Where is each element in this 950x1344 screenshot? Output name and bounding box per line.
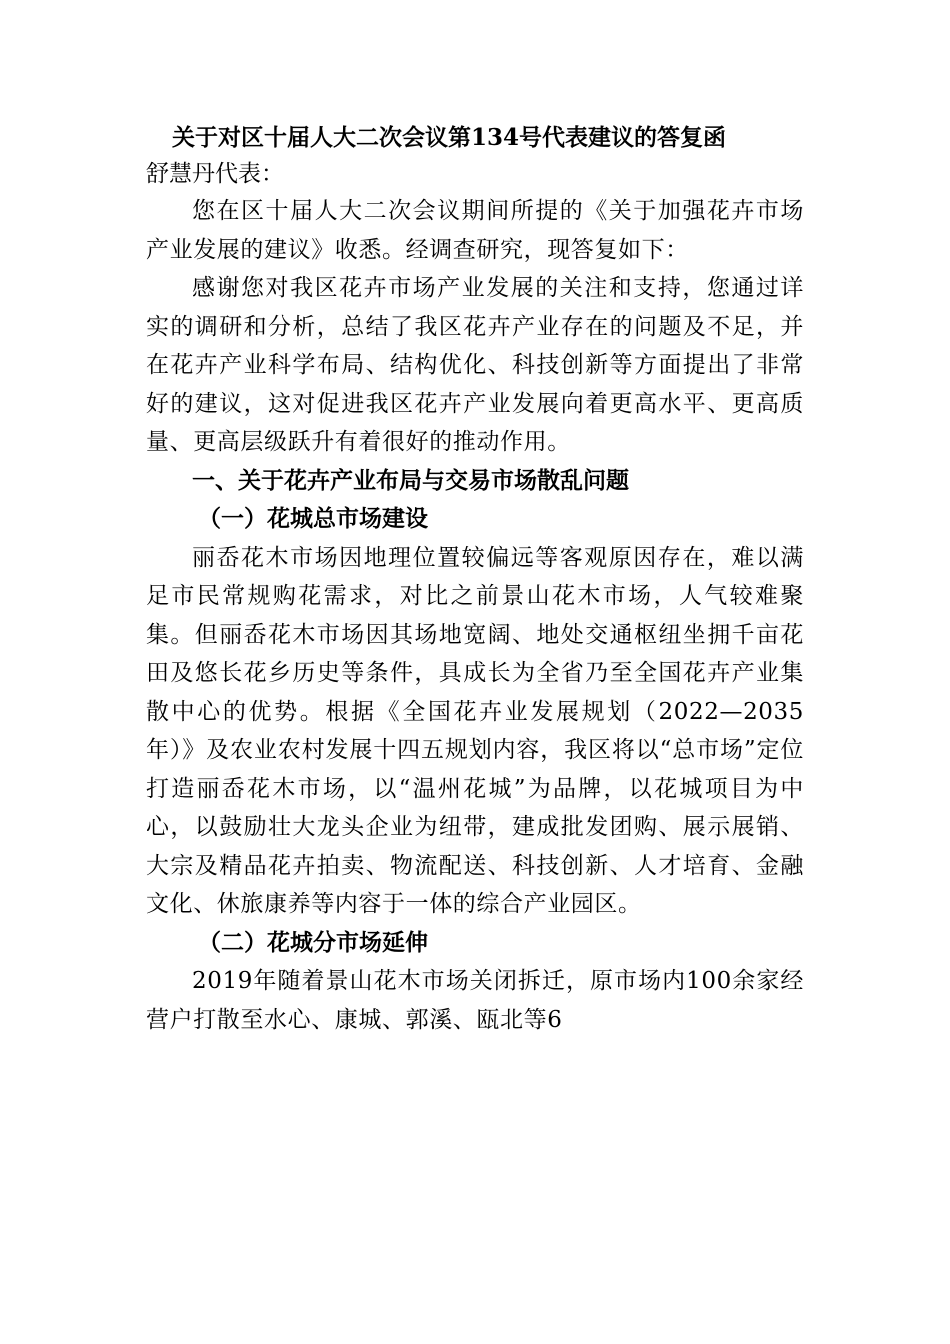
paragraph-branch-market: 2019年随着景山花木市场关闭拆迁，原市场内100余家经营户打散至水心、康城、郭溪、瓯北等6 [146,968,804,1033]
salutation: 舒慧丹代表： [146,161,284,187]
section-heading-layout: 一、关于花卉产业布局与交易市场散乱问题 [192,466,629,494]
paragraph-thanks: 感谢您对我区花卉市场产业发展的关注和支持，您通过详实的调研和分析，总结了我区花卉产业存在的问题及不足，并在花卉产业科学布局、结构优化、科技创新等方面提出了非常好的建议，这对促进我区花卉产业发展向着更高水平、更高质量、更高层级跃升有着很好的推动作用。 [146,275,804,455]
paragraph-main-market: 丽岙花木市场因地理位置较偏远等客观原因存在，难以满足市民常规购花需求，对比之前景山花木市场，人气较难聚集。但丽岙花木市场因其场地宽阔、地处交通枢纽坐拥千亩花田及悠长花乡历史等条件，具成长为全省乃至全国花卉产业集散中心的优势。根据《全国花卉业发展规划（2022—2035年）》及农业农村发展十四五规划内容，我区将以“总市场”定位打造丽岙花木市场，以“温州花城”为品牌，以花城项目为中心，以鼓励壮大龙头企业为纽带，建成批发团购、展示展销、大宗及精品花卉拍卖、物流配送、科技创新、人才培育、金融文化、休旅康养等内容于一体的综合产业园区。 [146,544,804,917]
paragraph-receipt: 您在区十届人大二次会议期间所提的《关于加强花卉市场产业发展的建议》收悉。经调查研究，现答复如下： [146,198,804,263]
subsection-heading-branch-market: （二）花城分市场延伸 [198,928,428,956]
document-title: 关于对区十届人大二次会议第134号代表建议的答复函 [172,124,727,151]
subsection-heading-main-market: （一）花城总市场建设 [198,505,428,532]
document-body [146,120,804,1039]
